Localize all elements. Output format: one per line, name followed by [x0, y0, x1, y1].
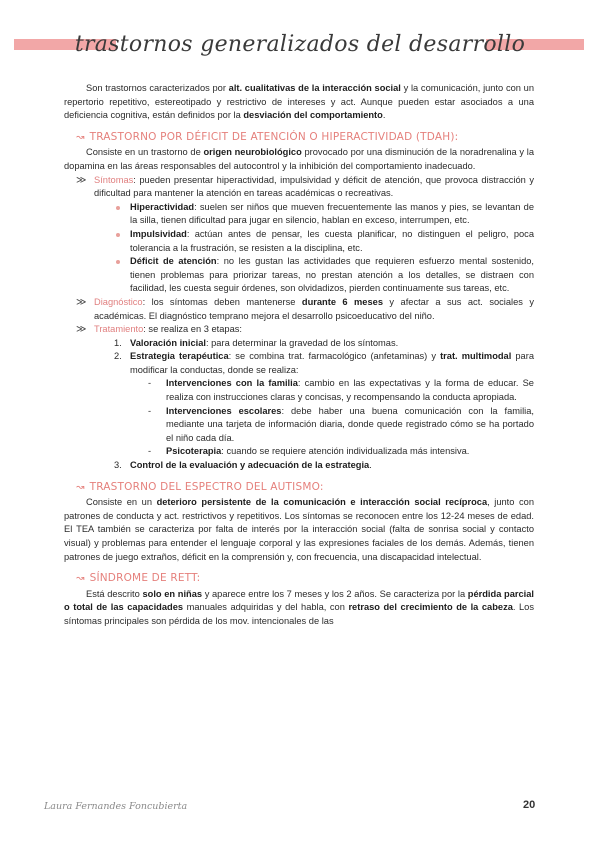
intervention-item: - Psicoterapia: cuando se requiere atención individualizada más intensiva.	[148, 446, 470, 457]
sintoma-item: Déficit de atención: no les gustan las actividades que requieren esfuerzo mental sostenido, tienen problemas para priorizar tareas, no prestan atención a los detalles, se distraen con facilidad, les cuesta seguir órdenes, son olvidadizos, pierden continuamente sus tareas, etc.	[64, 255, 534, 296]
curved-arrow-icon: ↝	[76, 481, 85, 493]
intervention-item: - Intervenciones escolares: debe haber una buena comunicación con la familia, mediante una tarjeta de información diaria, donde quede registrado cómo se ha portado el niño cada día.	[148, 405, 535, 443]
sintoma-item: Impulsividad: actúan antes de pensar, les cuesta planificar, no distinguen el peligro, poca tolerancia a la frustración, se resisten a la disciplina, etc.	[64, 228, 534, 255]
bullet-icon	[116, 260, 120, 264]
section-heading-tdah: ↝ TRASTORNO POR DÉFICIT DE ATENCIÓN O HIPERACTIVIDAD (TDAH):	[76, 130, 459, 143]
page-title: trastornos generalizados del desarrollo	[74, 32, 526, 57]
tea-paragraph: Consiste en un deterioro persistente de la comunicación e interacción social recíproca, junto con patrones de conducta y act. restrictivos y repetitivos. Los síntomas se reconocen entre los 12-24 meses de edad. El TEA también se caracteriza por falta de interés por la interacción social (falta de sonrisa social y contacto visual) y problemas para entender el lenguaje corporal y las expresiones faciales de los demás. Además, tienen patrones de juego extraños, déficit en la comprensión y, con frecuencia, una discapacidad intelectual.	[64, 497, 534, 562]
intro-paragraph: Son trastornos caracterizados por alt. cualitativas de la interacción social y la comunicación, junto con un repertorio repetitivo, estereotipado y restrictivo de intereses y act. Aunque pueden estar asociados a una deficiencia cognitiva, están definidos por la desviación del comportamiento.	[64, 83, 534, 121]
section-heading-rett: ↝ SÍNDROME DE RETT:	[76, 572, 201, 585]
treatment-step: 2. Estrategia terapéutica: se combina trat. farmacológico (anfetaminas) y trat. multimodal para modificar la conductas, donde se realiza:	[114, 351, 534, 375]
treatment-step: 1. Valoración inicial: para determinar la gravedad de los síntomas.	[114, 337, 399, 348]
sintoma-item: Hiperactividad: suelen ser niños que mueven frecuentemente las manos y pies, se levantan de la silla, tienen dificultad para jugar en silencio, hablan en exceso, interrumpen, etc.	[64, 201, 534, 228]
double-chevron-icon: ≫	[76, 174, 87, 186]
double-chevron-icon: ≫	[76, 296, 87, 308]
section-heading-tea: ↝ TRASTORNO DEL ESPECTRO DEL AUTISMO:	[76, 480, 324, 493]
tdah-sintomas: ≫ Síntomas: pueden presentar hiperactividad, impulsividad y déficit de atención, que provoca distracción y dificultad para mantener la atención en tareas académicas o recreativas.	[76, 174, 534, 199]
rett-paragraph: Está descrito solo en niñas y aparece entre los 7 meses y los 2 años. Se caracteriza por la pérdida parcial o total de las capacidades manuales adquiridas y del habla, con retraso del crecimiento de la cabeza. Los síntomas principales son pérdida de los mov. intencionales de las	[64, 588, 535, 626]
treatment-step: 3. Control de la evaluación y adecuación de la estrategia.	[114, 460, 372, 471]
tdah-definition: Consiste en un trastorno de origen neurobiológico provocado por una disminución de la noradrenalina y la dopamina en las áreas responsables del autocontrol y la inhibición del comportamiento inadecuado.	[64, 147, 535, 171]
bullet-icon	[116, 206, 120, 210]
double-chevron-icon: ≫	[76, 324, 87, 336]
page-content	[64, 82, 534, 629]
tdah-diagnostico: ≫ Diagnóstico: los síntomas deben mantenerse durante 6 meses y afectar a sus act. sociales y académicas. El diagnóstico temprano mejora el desarrollo psicoeducativo del niño.	[76, 296, 534, 321]
curved-arrow-icon: ↝	[76, 573, 85, 585]
intervention-item: - Intervenciones con la familia: cambio en las expectativas y la forma de educar. Se realiza con instrucciones claras y concisas, y recompensando la conducta apropiada.	[148, 378, 534, 403]
footer-author: Laura Fernandes Foncubierta	[44, 801, 188, 812]
page-number: 20	[523, 799, 536, 811]
curved-arrow-icon: ↝	[76, 131, 85, 143]
bullet-icon	[116, 233, 120, 237]
title-band	[0, 32, 600, 57]
tdah-tratamiento: ≫ Tratamiento: se realiza en 3 etapas:	[76, 324, 242, 336]
